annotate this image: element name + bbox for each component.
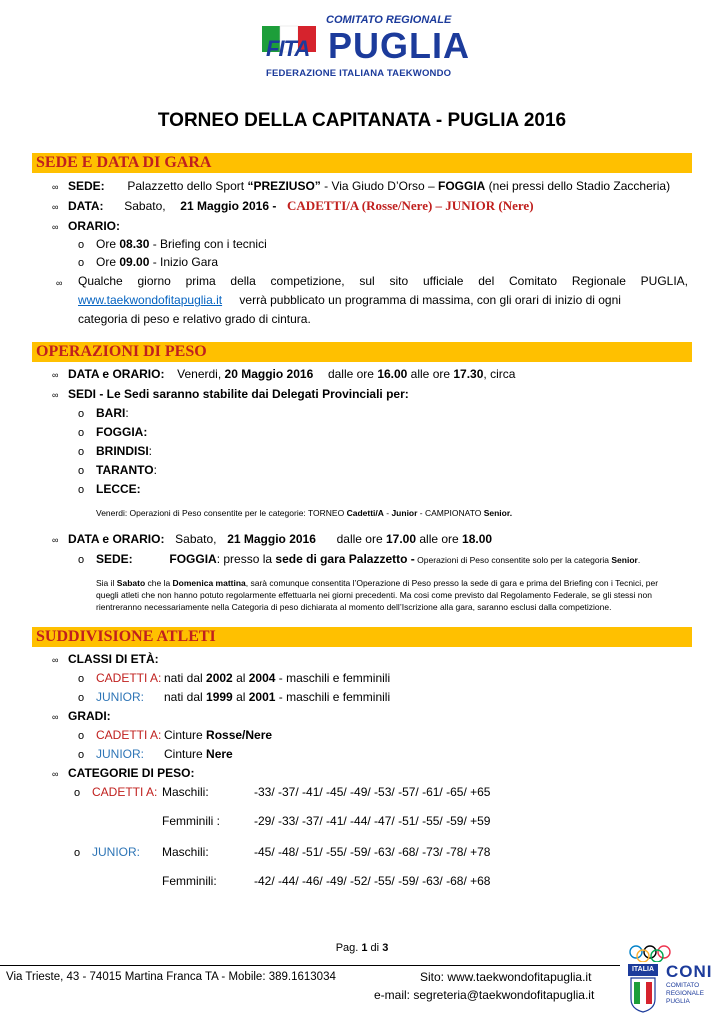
infinity-bullet-icon: ∞ xyxy=(56,278,63,288)
coni-sub-1: COMITATO xyxy=(666,982,700,989)
logo-comitato-text: COMITATO REGIONALE xyxy=(326,14,452,26)
logo-federazione-text: FEDERAZIONE ITALIANA TAEKWONDO xyxy=(266,68,452,79)
circle-bullet-icon: o xyxy=(74,787,81,799)
circle-bullet-icon: o xyxy=(78,673,85,685)
circle-bullet-icon: o xyxy=(78,257,85,269)
page-number: Pag. 1 di 3 xyxy=(335,942,389,954)
city-item: o TARANTO: xyxy=(78,463,157,477)
website-link[interactable]: www.taekwondofitapuglia.it xyxy=(78,293,223,307)
infinity-bullet-icon: ∞ xyxy=(52,202,59,212)
infinity-bullet-icon: ∞ xyxy=(52,655,59,665)
circle-bullet-icon: o xyxy=(78,446,85,458)
peso-data-orario-2: ∞ DATA e ORARIO: Sabato, 21 Maggio 2016 dalle ore 17.00 alle ore 18.00 xyxy=(52,532,493,546)
circle-bullet-icon: o xyxy=(78,749,85,761)
footer-divider xyxy=(0,965,620,966)
footer-address: Via Trieste, 43 - 74015 Martina Franca TA - Mobile: 389.1613034 xyxy=(6,971,336,983)
city-item: o FOGGIA: xyxy=(78,425,148,439)
coni-italia-label: ITALIA xyxy=(628,964,658,976)
cat-cadetti-maschili: o CADETTI A: Maschili: -33/ -37/ -41/ -45/ -49/ -53/ -57/ -61/ -65/ +65 xyxy=(74,785,491,799)
infinity-bullet-icon: ∞ xyxy=(52,222,59,232)
cat-junior-maschili: o JUNIOR: Maschili: -45/ -48/ -51/ -55/ -59/ -63/ -68/ -73/ -78/ +78 xyxy=(74,845,491,859)
city-item: o LECCE: xyxy=(78,482,141,496)
footer-site[interactable]: Sito: www.taekwondofitapuglia.it xyxy=(420,970,592,984)
circle-bullet-icon: o xyxy=(78,484,85,496)
classe-junior: o JUNIOR: nati dal 1999 al 2001 - maschili e femminili xyxy=(78,690,391,704)
peso-data-orario-1: ∞ DATA e ORARIO: Venerdi, 20 Maggio 2016 dalle ore 16.00 alle ore 17.30, circa xyxy=(52,367,516,381)
section-header-peso: OPERAZIONI DI PESO xyxy=(32,342,692,362)
infinity-bullet-icon: ∞ xyxy=(52,182,59,192)
coni-logo xyxy=(626,944,716,1016)
circle-bullet-icon: o xyxy=(78,239,85,251)
peso-info-line-2: quegli atleti che non hanno potuto regolarmente effettuarla nei giorni precedenti. Ma cosi come previsto dal Regolamento Federale, se gli stessi non xyxy=(96,590,652,600)
infinity-bullet-icon: ∞ xyxy=(52,390,59,400)
circle-bullet-icon: o xyxy=(78,692,85,704)
circle-bullet-icon: o xyxy=(78,554,85,566)
olympic-rings-icon xyxy=(626,944,690,962)
page-title: TORNEO DELLA CAPITANATA - PUGLIA 2016 xyxy=(157,110,567,131)
fita-puglia-logo xyxy=(262,12,471,84)
classi-row: ∞ CLASSI DI ETÀ: xyxy=(52,652,159,666)
classe-cadetti: o CADETTI A: nati dal 2002 al 2004 - maschili e femminili xyxy=(78,671,391,685)
section-header-sede: SEDE E DATA DI GARA xyxy=(32,153,692,173)
logo-fita-text: FITA xyxy=(266,36,310,61)
coni-sub-2: REGIONALE xyxy=(666,990,704,997)
orario-row: ∞ ORARIO: xyxy=(52,219,120,233)
city-item: o BARI: xyxy=(78,406,129,420)
circle-bullet-icon: o xyxy=(74,847,81,859)
note-line-1: Qualche giorno prima della competizione, sul sito ufficiale del Comitato Regionale PUGLIA, xyxy=(78,274,688,288)
peso-sedi: ∞ SEDI - Le Sedi saranno stabilite dai Delegati Provinciali per: xyxy=(52,387,409,401)
note-line-3: categoria di peso e relativo grado di cintura. xyxy=(78,312,311,326)
logo-puglia-text: PUGLIA xyxy=(328,25,471,66)
venerdi-note: Venerdi: Operazioni di Peso consentite per le categorie: TORNEO Cadetti/A - Junior - CAMPIONATO Senior. xyxy=(96,508,513,518)
categorie-row: ∞ CATEGORIE DI PESO: xyxy=(52,766,195,780)
infinity-bullet-icon: ∞ xyxy=(52,769,59,779)
grado-cadetti: o CADETTI A: Cinture Rosse/Nere xyxy=(78,728,273,742)
peso-info-line-1: Sia il Sabato che la Domenica mattina, sarà comunque consentita l’Operazione di Peso presso la sede di gara e prima del Briefing con i Tecnici, per xyxy=(96,578,659,588)
shield-icon xyxy=(630,977,656,1013)
infinity-bullet-icon: ∞ xyxy=(52,370,59,380)
grado-junior: o JUNIOR: Cinture Nere xyxy=(78,747,233,761)
gradi-row: ∞ GRADI: xyxy=(52,709,111,723)
cat-junior-femminili: Femminili: -42/ -44/ -46/ -49/ -52/ -55/ -59/ -63/ -68/ +68 xyxy=(162,874,491,888)
sede-row: ∞ SEDE: Palazzetto dello Sport “PREZIUSO” - Via Giudo D’Orso – FOGGIA (nei pressi dello Stadio Zaccheria) xyxy=(52,179,671,193)
orario-item-briefing: o Ore 08.30 - Briefing con i tecnici xyxy=(78,237,267,251)
cat-cadetti-femminili: Femminili : -29/ -33/ -37/ -41/ -44/ -47/ -51/ -55/ -59/ +59 xyxy=(162,814,491,828)
data-row: ∞ DATA: Sabato, 21 Maggio 2016 - CADETTI/A (Rosse/Nere) – JUNIOR (Nere) xyxy=(52,198,534,213)
circle-bullet-icon: o xyxy=(78,465,85,477)
orario-item-gara: o Ore 09.00 - Inizio Gara xyxy=(78,255,219,269)
infinity-bullet-icon: ∞ xyxy=(52,712,59,722)
coni-sub-3: PUGLIA xyxy=(666,998,690,1005)
peso-info-line-3: rientreranno necessariamente nella Categoria di peso dichiarata al momento dell’Iscrizione alla gara, saranno esclusi dalla competizione. xyxy=(96,602,612,612)
circle-bullet-icon: o xyxy=(78,408,85,420)
footer-email[interactable]: e-mail: segreteria@taekwondofitapuglia.it xyxy=(374,988,595,1002)
circle-bullet-icon: o xyxy=(78,730,85,742)
note-line-2: www.taekwondofitapuglia.it verrà pubblicato un programma di massima, con gli orari di inizio di ogni xyxy=(78,293,621,307)
sede-foggia-row: o SEDE: FOGGIA: presso la sede di gara Palazzetto - Operazioni di Peso consentite solo per la categoria Senior. xyxy=(78,552,641,566)
coni-name: CONI xyxy=(666,962,713,981)
city-item: o BRINDISI: xyxy=(78,444,153,458)
section-header-atleti: SUDDIVISIONE ATLETI xyxy=(32,627,692,647)
infinity-bullet-icon: ∞ xyxy=(52,535,59,545)
circle-bullet-icon: o xyxy=(78,427,85,439)
